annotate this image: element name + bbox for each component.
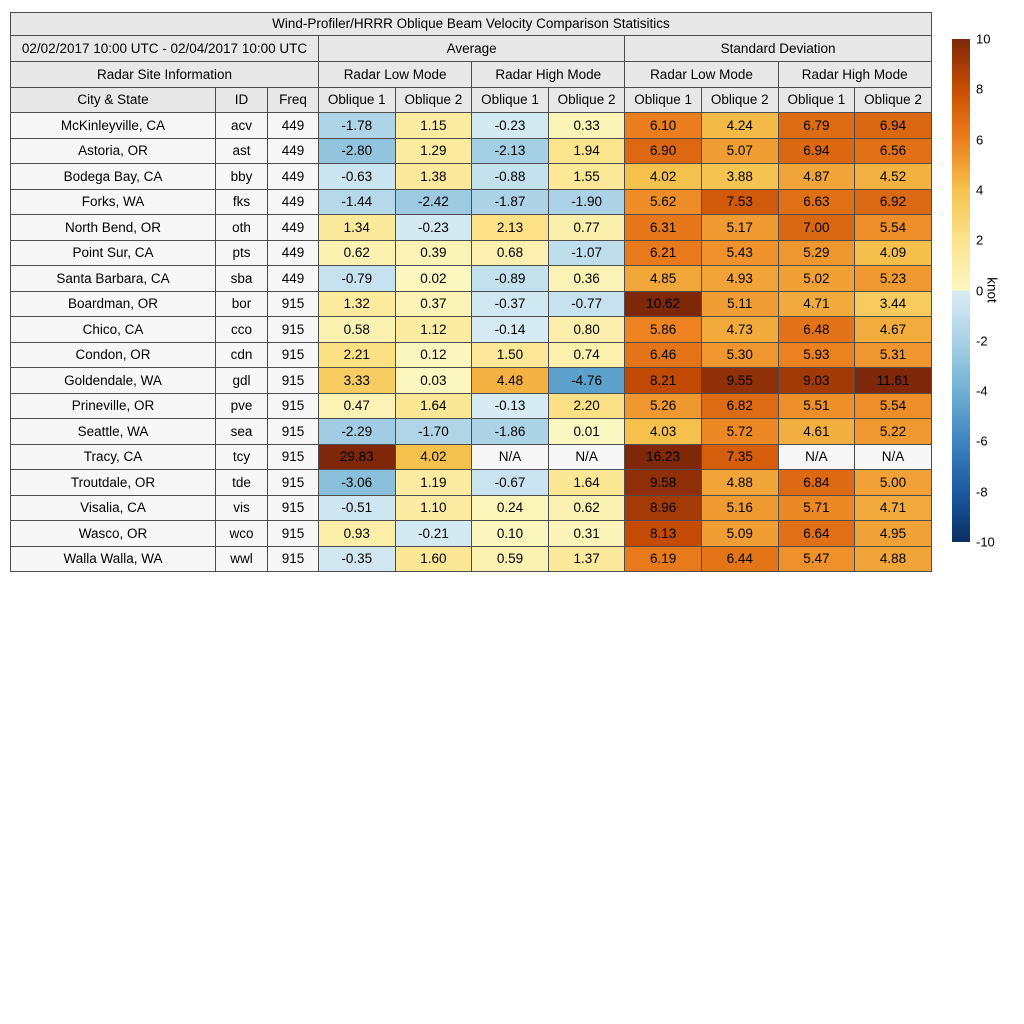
value-cell: 0.33 <box>548 113 625 139</box>
value-cell: N/A <box>548 444 625 470</box>
value-cell: N/A <box>855 444 932 470</box>
value-cell: 0.62 <box>548 495 625 521</box>
value-cell: 5.16 <box>701 495 778 521</box>
value-cell: 6.82 <box>701 393 778 419</box>
site-id-cell: sea <box>216 419 268 445</box>
value-cell: -1.70 <box>395 419 472 445</box>
table-row <box>11 164 932 190</box>
value-cell: -0.23 <box>472 113 549 139</box>
colorbar-unit-label: knot <box>984 277 1000 303</box>
site-id-cell: pve <box>216 393 268 419</box>
value-cell: -1.44 <box>319 189 396 215</box>
city-cell: Bodega Bay, CA <box>11 164 216 190</box>
city-cell: Seattle, WA <box>11 419 216 445</box>
value-cell: 0.59 <box>472 546 549 572</box>
freq-cell: 449 <box>268 164 319 190</box>
table-row <box>11 419 932 445</box>
value-cell: -1.78 <box>319 113 396 139</box>
value-cell: 5.23 <box>855 266 932 292</box>
value-cell: -1.87 <box>472 189 549 215</box>
value-cell: 3.44 <box>855 291 932 317</box>
value-cell: 8.96 <box>625 495 702 521</box>
value-cell: 5.11 <box>701 291 778 317</box>
value-cell: 6.90 <box>625 138 702 164</box>
value-cell: 1.38 <box>395 164 472 190</box>
city-cell: Prineville, OR <box>11 393 216 419</box>
value-cell: -1.86 <box>472 419 549 445</box>
value-cell: 5.00 <box>855 470 932 496</box>
value-cell: 4.61 <box>778 419 855 445</box>
column-header: Oblique 2 <box>855 88 932 113</box>
value-cell: 0.12 <box>395 342 472 368</box>
freq-cell: 915 <box>268 495 319 521</box>
mode-header-avg-high: Radar High Mode <box>472 62 625 88</box>
value-cell: 7.00 <box>778 215 855 241</box>
table-row <box>11 317 932 343</box>
colorbar-tick-label: 2 <box>976 232 984 248</box>
value-cell: 1.64 <box>548 470 625 496</box>
freq-cell: 449 <box>268 189 319 215</box>
value-cell: 4.93 <box>701 266 778 292</box>
group-header-row <box>11 36 932 62</box>
table-row <box>11 393 932 419</box>
value-cell: 5.54 <box>855 215 932 241</box>
value-cell: 5.17 <box>701 215 778 241</box>
value-cell: 5.62 <box>625 189 702 215</box>
column-header: City & State <box>11 88 216 113</box>
freq-cell: 915 <box>268 444 319 470</box>
freq-cell: 449 <box>268 215 319 241</box>
value-cell: 4.52 <box>855 164 932 190</box>
value-cell: -0.67 <box>472 470 549 496</box>
value-cell: -0.23 <box>395 215 472 241</box>
value-cell: 1.94 <box>548 138 625 164</box>
value-cell: 5.30 <box>701 342 778 368</box>
value-cell: 29.83 <box>319 444 396 470</box>
value-cell: 0.93 <box>319 521 396 547</box>
group-header-average: Average <box>319 36 625 62</box>
value-cell: 4.87 <box>778 164 855 190</box>
site-id-cell: bby <box>216 164 268 190</box>
city-cell: Walla Walla, WA <box>11 546 216 572</box>
site-id-cell: cco <box>216 317 268 343</box>
colorbar-tick-label: 6 <box>976 132 984 148</box>
value-cell: -2.29 <box>319 419 396 445</box>
table-title: Wind-Profiler/HRRR Oblique Beam Velocity Comparison Statisitics <box>11 13 932 36</box>
value-cell: 4.02 <box>395 444 472 470</box>
table-row <box>11 521 932 547</box>
value-cell: -0.63 <box>319 164 396 190</box>
value-cell: 0.62 <box>319 240 396 266</box>
value-cell: 5.54 <box>855 393 932 419</box>
city-cell: Wasco, OR <box>11 521 216 547</box>
column-header: Oblique 2 <box>701 88 778 113</box>
value-cell: 4.85 <box>625 266 702 292</box>
colorbar-tick-label: -4 <box>976 383 988 399</box>
value-cell: -0.21 <box>395 521 472 547</box>
freq-cell: 915 <box>268 521 319 547</box>
colorbar-tick-label: 8 <box>976 81 984 97</box>
value-cell: 0.77 <box>548 215 625 241</box>
value-cell: 6.44 <box>701 546 778 572</box>
value-cell: 6.94 <box>778 138 855 164</box>
colorbar-gradient <box>952 39 970 542</box>
value-cell: 0.39 <box>395 240 472 266</box>
city-cell: Visalia, CA <box>11 495 216 521</box>
title-row <box>11 13 932 36</box>
column-header: ID <box>216 88 268 113</box>
value-cell: 6.84 <box>778 470 855 496</box>
table-row <box>11 368 932 394</box>
value-cell: 1.55 <box>548 164 625 190</box>
site-id-cell: sba <box>216 266 268 292</box>
value-cell: 0.58 <box>319 317 396 343</box>
table-row <box>11 215 932 241</box>
table-row <box>11 444 932 470</box>
value-cell: 6.92 <box>855 189 932 215</box>
value-cell: 6.19 <box>625 546 702 572</box>
value-cell: 3.88 <box>701 164 778 190</box>
value-cell: 5.93 <box>778 342 855 368</box>
value-cell: 1.64 <box>395 393 472 419</box>
value-cell: 9.03 <box>778 368 855 394</box>
city-cell: Troutdale, OR <box>11 470 216 496</box>
colorbar-tick-label: -6 <box>976 433 988 449</box>
value-cell: 1.37 <box>548 546 625 572</box>
freq-cell: 915 <box>268 470 319 496</box>
value-cell: 0.68 <box>472 240 549 266</box>
value-cell: 5.71 <box>778 495 855 521</box>
value-cell: 4.03 <box>625 419 702 445</box>
stats-table <box>10 12 932 572</box>
value-cell: 5.29 <box>778 240 855 266</box>
column-header: Freq <box>268 88 319 113</box>
value-cell: 6.56 <box>855 138 932 164</box>
value-cell: 5.51 <box>778 393 855 419</box>
value-cell: -2.13 <box>472 138 549 164</box>
freq-cell: 915 <box>268 393 319 419</box>
value-cell: 1.10 <box>395 495 472 521</box>
value-cell: 0.02 <box>395 266 472 292</box>
freq-cell: 449 <box>268 138 319 164</box>
value-cell: 6.64 <box>778 521 855 547</box>
city-cell: Condon, OR <box>11 342 216 368</box>
value-cell: 4.88 <box>855 546 932 572</box>
column-header: Oblique 1 <box>472 88 549 113</box>
value-cell: 1.60 <box>395 546 472 572</box>
value-cell: 4.71 <box>855 495 932 521</box>
value-cell: -0.88 <box>472 164 549 190</box>
table-row <box>11 546 932 572</box>
value-cell: 5.43 <box>701 240 778 266</box>
value-cell: 4.24 <box>701 113 778 139</box>
table-row <box>11 291 932 317</box>
city-cell: McKinleyville, CA <box>11 113 216 139</box>
value-cell: 16.23 <box>625 444 702 470</box>
value-cell: 5.72 <box>701 419 778 445</box>
value-cell: 5.26 <box>625 393 702 419</box>
colorbar-tick-label: -8 <box>976 484 988 500</box>
column-header: Oblique 1 <box>319 88 396 113</box>
value-cell: 5.47 <box>778 546 855 572</box>
site-id-cell: fks <box>216 189 268 215</box>
value-cell: 4.09 <box>855 240 932 266</box>
column-header: Oblique 1 <box>778 88 855 113</box>
table-row <box>11 470 932 496</box>
site-info-header: Radar Site Information <box>11 62 319 88</box>
table-row <box>11 266 932 292</box>
city-cell: Goldendale, WA <box>11 368 216 394</box>
site-id-cell: oth <box>216 215 268 241</box>
city-cell: Astoria, OR <box>11 138 216 164</box>
column-header-row <box>11 88 932 113</box>
value-cell: -0.35 <box>319 546 396 572</box>
freq-cell: 915 <box>268 368 319 394</box>
value-cell: 5.31 <box>855 342 932 368</box>
freq-cell: 915 <box>268 291 319 317</box>
value-cell: -2.80 <box>319 138 396 164</box>
freq-cell: 449 <box>268 240 319 266</box>
value-cell: 2.21 <box>319 342 396 368</box>
value-cell: 2.13 <box>472 215 549 241</box>
column-header: Oblique 2 <box>395 88 472 113</box>
value-cell: 0.31 <box>548 521 625 547</box>
value-cell: 1.19 <box>395 470 472 496</box>
value-cell: -1.90 <box>548 189 625 215</box>
city-cell: North Bend, OR <box>11 215 216 241</box>
value-cell: 8.13 <box>625 521 702 547</box>
city-cell: Chico, CA <box>11 317 216 343</box>
value-cell: -0.51 <box>319 495 396 521</box>
value-cell: -0.37 <box>472 291 549 317</box>
site-id-cell: vis <box>216 495 268 521</box>
value-cell: -0.13 <box>472 393 549 419</box>
value-cell: 7.53 <box>701 189 778 215</box>
value-cell: 4.71 <box>778 291 855 317</box>
freq-cell: 449 <box>268 113 319 139</box>
value-cell: 11.61 <box>855 368 932 394</box>
value-cell: -0.14 <box>472 317 549 343</box>
value-cell: 10.62 <box>625 291 702 317</box>
table-row <box>11 240 932 266</box>
value-cell: 6.79 <box>778 113 855 139</box>
table-row <box>11 189 932 215</box>
value-cell: 9.58 <box>625 470 702 496</box>
value-cell: 1.12 <box>395 317 472 343</box>
city-cell: Point Sur, CA <box>11 240 216 266</box>
value-cell: 0.37 <box>395 291 472 317</box>
value-cell: 3.33 <box>319 368 396 394</box>
freq-cell: 915 <box>268 546 319 572</box>
city-cell: Santa Barbara, CA <box>11 266 216 292</box>
value-cell: 1.29 <box>395 138 472 164</box>
colorbar-tick-label: -2 <box>976 333 988 349</box>
table-row <box>11 342 932 368</box>
table-row <box>11 495 932 521</box>
value-cell: 6.21 <box>625 240 702 266</box>
site-id-cell: bor <box>216 291 268 317</box>
value-cell: 1.32 <box>319 291 396 317</box>
colorbar-tick-label: 0 <box>976 283 984 298</box>
column-header: Oblique 1 <box>625 88 702 113</box>
value-cell: 1.15 <box>395 113 472 139</box>
value-cell: 6.10 <box>625 113 702 139</box>
value-cell: 6.94 <box>855 113 932 139</box>
value-cell: -0.89 <box>472 266 549 292</box>
value-cell: 0.36 <box>548 266 625 292</box>
value-cell: 0.03 <box>395 368 472 394</box>
freq-cell: 915 <box>268 419 319 445</box>
table-row <box>11 113 932 139</box>
value-cell: 0.01 <box>548 419 625 445</box>
colorbar-tick-label: 10 <box>976 31 991 47</box>
value-cell: 6.63 <box>778 189 855 215</box>
site-id-cell: tde <box>216 470 268 496</box>
value-cell: -0.77 <box>548 291 625 317</box>
colorbar <box>952 31 1000 550</box>
site-id-cell: tcy <box>216 444 268 470</box>
value-cell: 6.46 <box>625 342 702 368</box>
group-header-stddev: Standard Deviation <box>625 36 931 62</box>
value-cell: 5.02 <box>778 266 855 292</box>
value-cell: 1.50 <box>472 342 549 368</box>
site-id-cell: cdn <box>216 342 268 368</box>
mode-header-sd-low: Radar Low Mode <box>625 62 778 88</box>
value-cell: 6.48 <box>778 317 855 343</box>
city-cell: Tracy, CA <box>11 444 216 470</box>
value-cell: 0.10 <box>472 521 549 547</box>
value-cell: 4.02 <box>625 164 702 190</box>
site-id-cell: ast <box>216 138 268 164</box>
value-cell: 1.34 <box>319 215 396 241</box>
mode-header-row <box>11 62 932 88</box>
site-id-cell: wco <box>216 521 268 547</box>
date-range: 02/02/2017 10:00 UTC - 02/04/2017 10:00 UTC <box>11 36 319 62</box>
value-cell: 5.22 <box>855 419 932 445</box>
value-cell: N/A <box>472 444 549 470</box>
value-cell: 4.88 <box>701 470 778 496</box>
value-cell: 0.74 <box>548 342 625 368</box>
city-cell: Forks, WA <box>11 189 216 215</box>
value-cell: -1.07 <box>548 240 625 266</box>
mode-header-sd-high: Radar High Mode <box>778 62 931 88</box>
value-cell: 0.24 <box>472 495 549 521</box>
value-cell: 4.95 <box>855 521 932 547</box>
value-cell: -0.79 <box>319 266 396 292</box>
value-cell: 8.21 <box>625 368 702 394</box>
value-cell: 0.80 <box>548 317 625 343</box>
value-cell: 0.47 <box>319 393 396 419</box>
value-cell: 6.31 <box>625 215 702 241</box>
value-cell: 4.73 <box>701 317 778 343</box>
colorbar-tick-label: 4 <box>976 182 984 198</box>
value-cell: 5.86 <box>625 317 702 343</box>
value-cell: -4.76 <box>548 368 625 394</box>
value-cell: 2.20 <box>548 393 625 419</box>
site-id-cell: acv <box>216 113 268 139</box>
site-id-cell: gdl <box>216 368 268 394</box>
value-cell: 5.07 <box>701 138 778 164</box>
value-cell: 4.48 <box>472 368 549 394</box>
value-cell: 9.55 <box>701 368 778 394</box>
freq-cell: 915 <box>268 317 319 343</box>
value-cell: 5.09 <box>701 521 778 547</box>
mode-header-avg-low: Radar Low Mode <box>319 62 472 88</box>
site-id-cell: wwl <box>216 546 268 572</box>
city-cell: Boardman, OR <box>11 291 216 317</box>
freq-cell: 915 <box>268 342 319 368</box>
value-cell: N/A <box>778 444 855 470</box>
value-cell: -2.42 <box>395 189 472 215</box>
value-cell: 7.35 <box>701 444 778 470</box>
value-cell: 4.67 <box>855 317 932 343</box>
value-cell: -3.06 <box>319 470 396 496</box>
site-id-cell: pts <box>216 240 268 266</box>
freq-cell: 449 <box>268 266 319 292</box>
colorbar-tick-label: -10 <box>976 534 995 550</box>
table-row <box>11 138 932 164</box>
column-header: Oblique 2 <box>548 88 625 113</box>
